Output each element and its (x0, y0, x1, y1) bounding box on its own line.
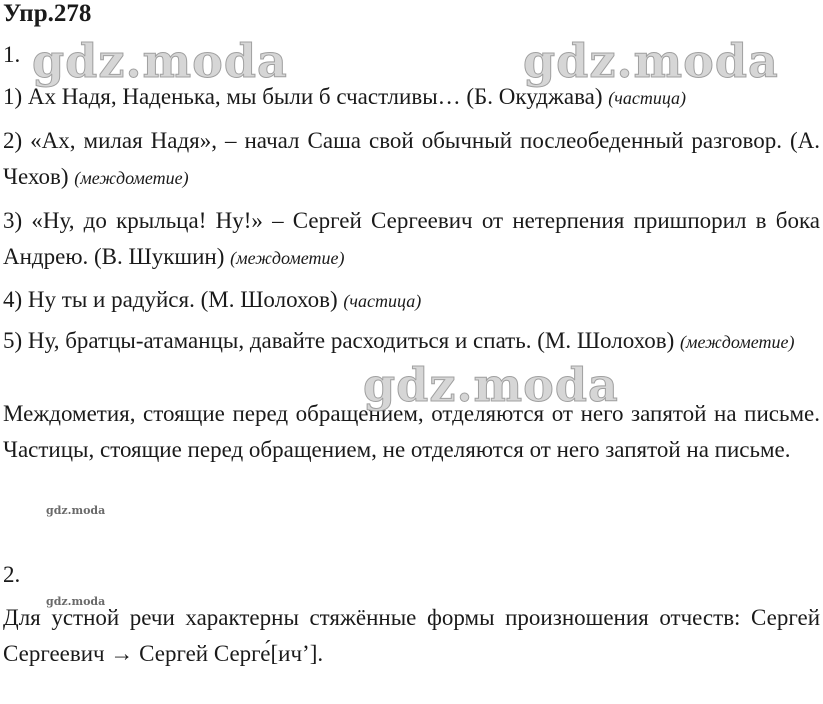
item-5 (3, 323, 820, 360)
item-5-text: 5) Ну, братцы-атаманцы, давайте расходиться и спать. (М. Шолохов) (3, 328, 675, 353)
item-3 (3, 203, 820, 276)
watermark: gdz.moda (523, 34, 779, 88)
item-5-note: (междометие) (680, 332, 795, 352)
section-2-number: 2. (3, 562, 21, 587)
watermark: gdz.moda (46, 504, 106, 517)
item-2 (3, 123, 820, 196)
item-4-note: (частица) (343, 291, 422, 311)
watermark: gdz.moda (363, 358, 619, 412)
item-2-text: 2) «Ах, милая Надя», – начал Саша свой обычный послеобеденный разговор. (А. Чехов) (3, 128, 820, 189)
item-1-text: 1) Ах Надя, Наденька, мы были б счастливы… (Б. Окуджава) (3, 84, 603, 109)
watermark: gdz.moda (46, 595, 106, 608)
watermark: gdz.moda (32, 34, 288, 88)
item-3-note: (междометие) (230, 248, 345, 268)
exercise-title: Упр.278 (3, 0, 92, 27)
item-1-note: (частица) (608, 88, 687, 108)
item-3-text: 3) «Ну, до крыльца! Ну!» – Сергей Сергеевич от нетерпения пришпорил в бока Андрею. (В. Шукшин) (3, 208, 820, 269)
item-2-note: (междометие) (74, 168, 189, 188)
item-4 (3, 282, 820, 319)
section-1-number: 1. (3, 42, 21, 67)
item-4-text: 4) Ну ты и радуйся. (М. Шолохов) (3, 287, 338, 312)
section-2-paragraph: Для устной речи характерны стяжённые формы произношения отчеств: Сергей Сергеевич → Сергей Серге́[ич’]. (3, 605, 820, 666)
conclusion-paragraph: Междометия, стоящие перед обращением, отделяются от него запятой на письме. Частицы, стоящие перед обращением, не отделяются от него запятой на письме. (3, 401, 820, 462)
